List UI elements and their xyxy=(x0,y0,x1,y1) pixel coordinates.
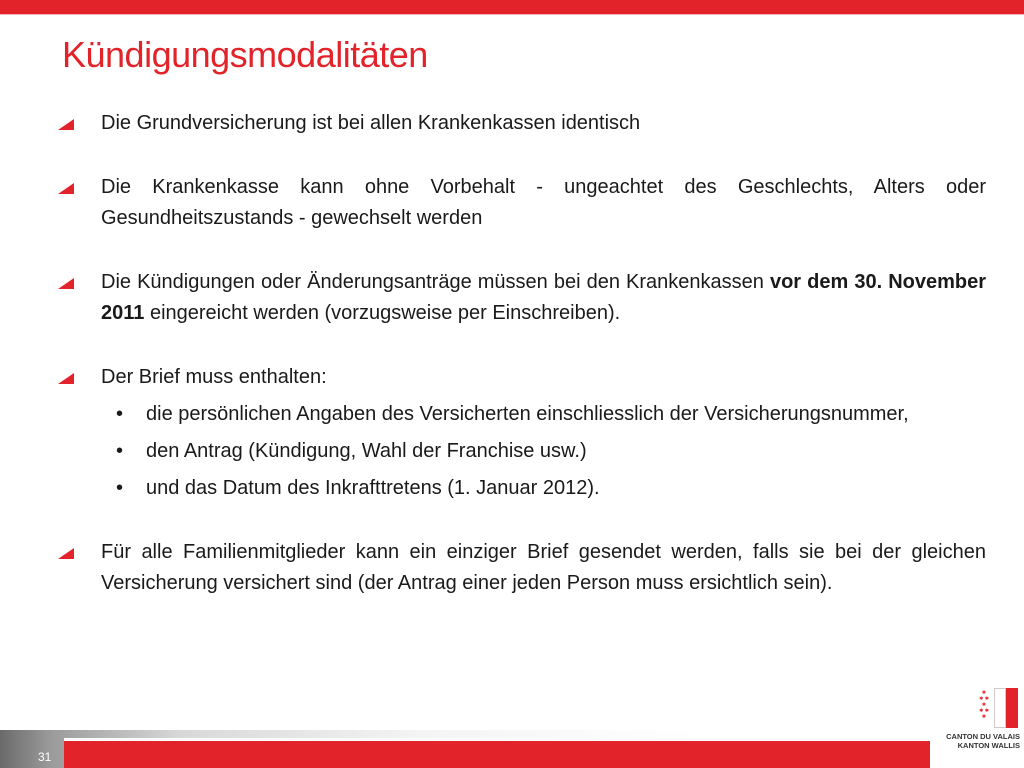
footer-red-band xyxy=(64,730,930,768)
bullet-text: Die Krankenkasse kann ohne Vorbehalt - ungeachtet des Geschlechts, Alters oder Gesundheitszustands - gewechselt werden xyxy=(101,176,986,229)
bullet-text-part: eingereicht werden (vorzugsweise per Einschreiben). xyxy=(144,302,621,324)
valais-shield-icon xyxy=(994,688,1018,728)
sub-bullet-item xyxy=(58,436,986,467)
logo-line-2: KANTON WALLIS xyxy=(957,741,1020,750)
bullet-text xyxy=(101,271,986,324)
triangle-bullet-icon xyxy=(58,278,74,289)
canton-logo xyxy=(938,688,1020,766)
top-accent-line xyxy=(0,14,1024,15)
bullet-item xyxy=(58,362,986,393)
bullet-item xyxy=(58,108,986,139)
slide-content xyxy=(58,108,986,599)
dot-bullet-icon: • xyxy=(116,477,124,499)
bullet-item xyxy=(58,267,986,329)
logo-text xyxy=(938,732,1020,750)
deadline-bold-text: vor dem 30. November 2011 xyxy=(101,271,987,324)
page-title: Kündigungsmodalitäten xyxy=(62,34,428,75)
sub-bullet-text: die persönlichen Angaben des Versicherten einschliesslich der Versicherungsnummer, xyxy=(146,403,909,425)
sub-bullet-text: den Antrag (Kündigung, Wahl der Franchise usw.) xyxy=(146,440,587,462)
stars-icon: ✱ ✱ ✱ ✱ ✱ ✱ ✱ xyxy=(979,690,989,720)
bullet-text: Für alle Familienmitglieder kann ein einziger Brief gesendet werden, falls sie bei der gleichen Versicherung versichert sind (der Antrag einer jeden Person muss ersichtlich sein). xyxy=(101,541,986,594)
page-number: 31 xyxy=(38,750,52,764)
bullet-text-part: Die Kündigungen oder Änderungsanträge müssen bei den Krankenkassen xyxy=(101,271,770,293)
logo-line-1: CANTON DU VALAIS xyxy=(946,732,1020,741)
triangle-bullet-icon xyxy=(58,119,74,130)
bullet-text: Der Brief muss enthalten: xyxy=(101,366,327,388)
sub-bullet-text: und das Datum des Inkrafttretens (1. Januar 2012). xyxy=(146,477,600,499)
dot-bullet-icon: • xyxy=(116,403,124,425)
bullet-item xyxy=(58,172,986,234)
triangle-bullet-icon xyxy=(58,548,74,559)
triangle-bullet-icon xyxy=(58,373,74,384)
bullet-text: Die Grundversicherung ist bei allen Krankenkassen identisch xyxy=(101,112,641,134)
top-accent-bar xyxy=(0,0,1024,14)
triangle-bullet-icon xyxy=(58,183,74,194)
sub-bullet-item xyxy=(58,399,986,430)
sub-bullet-item xyxy=(58,473,986,504)
bullet-item xyxy=(58,537,986,599)
dot-bullet-icon: • xyxy=(116,440,124,462)
